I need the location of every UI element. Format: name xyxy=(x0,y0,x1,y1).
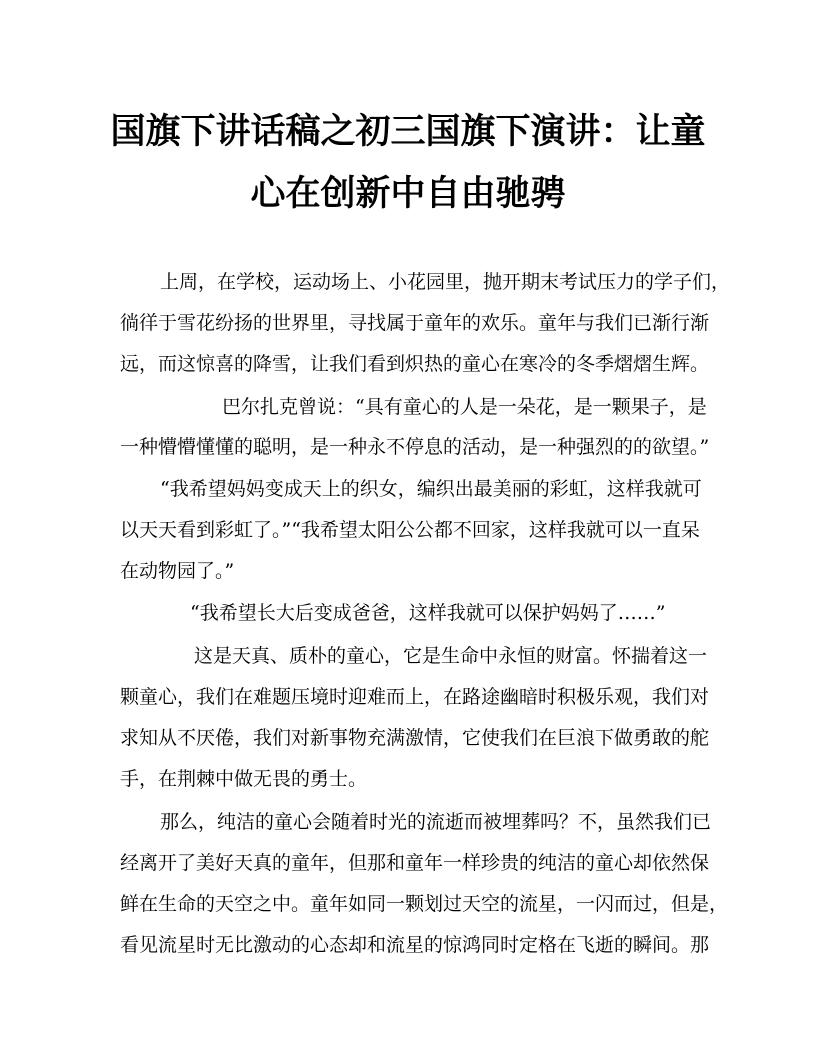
body-line: 那么，纯洁的童心会随着时光的流逝而被埋葬吗？不，虽然我们已 xyxy=(160,811,712,833)
body-line: 这是天真、质朴的童心，它是生命中永恒的财富。怀揣着这一 xyxy=(194,645,708,667)
body-line: 求知从不厌倦，我们对新事物充满激情，它使我们在巨浪下做勇敢的舵 xyxy=(120,727,710,749)
body-line: “我希望妈妈变成天上的织女，编织出最美丽的彩虹，这样我就可 xyxy=(160,478,702,500)
document-title-line-2: 心在创新中自由驰骋 xyxy=(250,173,566,214)
document-title-line-1: 国旗下讲话稿之初三国旗下演讲：让童 xyxy=(110,111,706,152)
body-line: 巴尔扎克曾说：“具有童心的人是一朵花，是一颗果子，是 xyxy=(222,396,707,418)
body-line: 经离开了美好天真的童年，但那和童年一样珍贵的纯洁的童心却依然保 xyxy=(120,852,710,874)
body-line: “我希望长大后变成爸爸，这样我就可以保护妈妈了……” xyxy=(190,602,666,624)
body-line: 在动物园了。” xyxy=(120,560,235,582)
body-line: 徜徉于雪花纷扬的世界里，寻找属于童年的欢乐。童年与我们已渐行渐 xyxy=(120,312,710,334)
body-line: 远，而这惊喜的降雪，让我们看到炽热的童心在寒冷的冬季熠熠生辉。 xyxy=(120,353,710,375)
body-line: 上周，在学校，运动场上、小花园里，抛开期末考试压力的学子们， xyxy=(160,271,731,293)
body-line: 手，在荆棘中做无畏的勇士。 xyxy=(120,768,368,790)
body-line: 鲜在生命的天空之中。童年如同一颗划过天空的流星，一闪而过，但是， xyxy=(120,893,729,915)
body-line: 颗童心，我们在难题压境时迎难而上，在路途幽暗时积极乐观，我们对 xyxy=(120,686,710,708)
body-line: 看见流星时无比激动的心态却和流星的惊鸿同时定格在飞逝的瞬间。那 xyxy=(120,934,710,956)
body-line: 一种懵懵懂懂的聪明，是一种永不停息的活动，是一种强烈的的欲望。” xyxy=(120,436,710,458)
body-line: 以天天看到彩虹了。”“我希望太阳公公都不回家，这样我就可以一直呆 xyxy=(120,519,700,541)
